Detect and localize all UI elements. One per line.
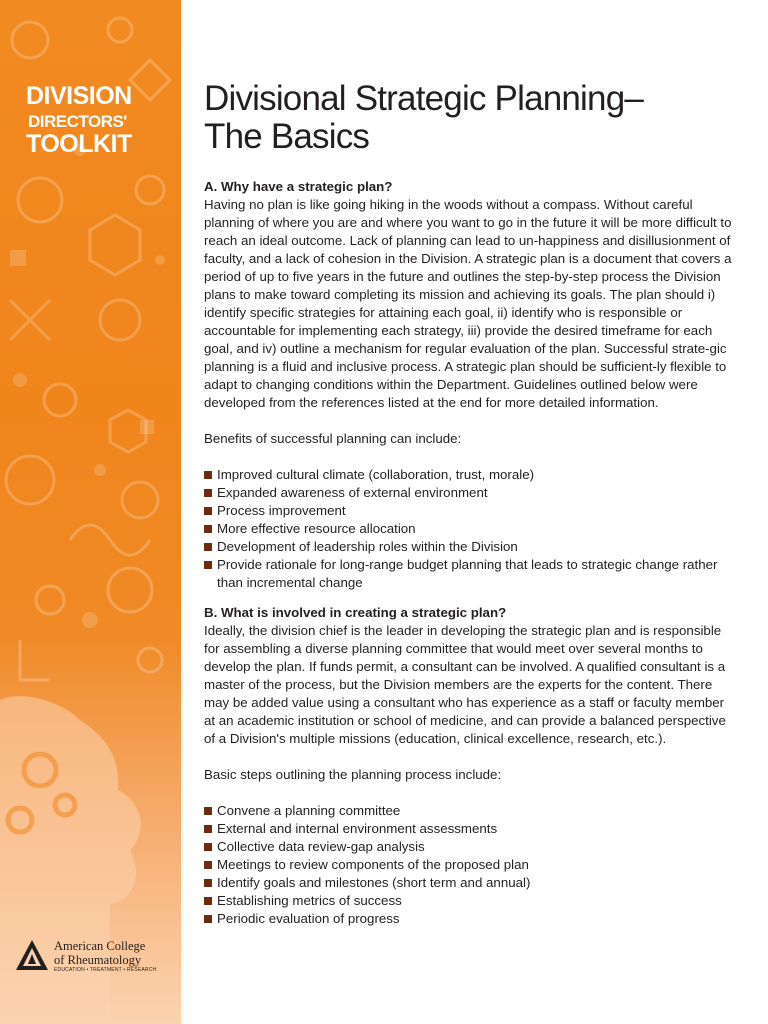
section-b-paragraph: Ideally, the division chief is the leader in developing the strategic plan and is responsible for assembling a diverse planning committee that would meet over several months to develop the plan. If funds permit, a consultant can be involved. A qualified consultant is a master of the process, but the Division members are the experts for the content. There may be added value using a consultant who has experience as a staff or faculty member at an academic institution or school of medicine, and can provide a balanced perspective of a Division's multiple missions (education, clinical excellence, research, etc.). [204,623,726,746]
toolkit-title-line3: TOOLKIT [26,130,132,158]
document-body [204,80,734,928]
list-item: Process improvement [204,502,734,520]
toolkit-title-line1: DIVISION [26,82,132,110]
section-b-list-intro: Basic steps outlining the planning process include: [204,767,502,782]
toolkit-title-line2: DIRECTORS' [28,112,127,131]
list-item: Identify goals and milestones (short term and annual) [204,874,734,892]
list-item: Development of leadership roles within the Division [204,538,734,556]
acr-name-line1: American College [54,939,146,953]
section-a-heading: A. Why have a strategic plan? [204,179,393,194]
sidebar-panel [0,0,181,1024]
list-item: Convene a planning committee [204,802,734,820]
list-item: Collective data review-gap analysis [204,838,734,856]
list-item: Expanded awareness of external environment [204,484,734,502]
section-a-paragraph: Having no plan is like going hiking in the woods without a compass. Without careful planning of where you are and where you want to go in the future it will be more difficult to reach an ideal outcome. Lack of planning can lead to un-happiness and disillusionment of faculty, and a lack of cohesion in the Division. A strategic plan is a document that covers a period of up to five years in the future and outlines the step-by-step process the Division plans to make toward completing its mission and achieving its goals. The plan should i) identify specific strategies for attaining each goal, ii) identify who is responsible or accountable for implementing each strategy, iii) provide the desired timeframe for each goal, and iv) outline a mechanism for regular evaluation of the plan. Successful strate-gic planning is a fluid and inclusive process. A strategic plan should be sufficient-ly flexible to adapt to changing conditions within the Department. Guidelines outlined below were developed from the references listed at the end for more detailed information. [204,197,732,410]
benefits-list [204,466,734,592]
list-item: External and internal environment assessments [204,820,734,838]
toolkit-title [26,84,132,157]
acr-logo [14,936,174,976]
list-item: Improved cultural climate (collaboration, trust, morale) [204,466,734,484]
list-item: Establishing metrics of success [204,892,734,910]
page-title-line2: The Basics [204,117,370,156]
section-b-heading: B. What is involved in creating a strategic plan? [204,605,507,620]
page-title-line1: Divisional Strategic Planning– [204,79,644,118]
list-item: Provide rationale for long-range budget planning that leads to strategic change rather than incremental change [204,556,734,592]
acr-name [54,939,145,967]
steps-list [204,802,734,928]
section-a-list-intro: Benefits of successful planning can include: [204,431,462,446]
list-item: More effective resource allocation [204,520,734,538]
acr-triangle-icon [14,938,50,974]
acr-name-line2: of Rheumatology [54,953,142,967]
list-item: Meetings to review components of the proposed plan [204,856,734,874]
acr-tagline: EDUCATION • TREATMENT • RESEARCH [54,967,157,973]
list-item: Periodic evaluation of progress [204,910,734,928]
page-title [204,80,734,156]
